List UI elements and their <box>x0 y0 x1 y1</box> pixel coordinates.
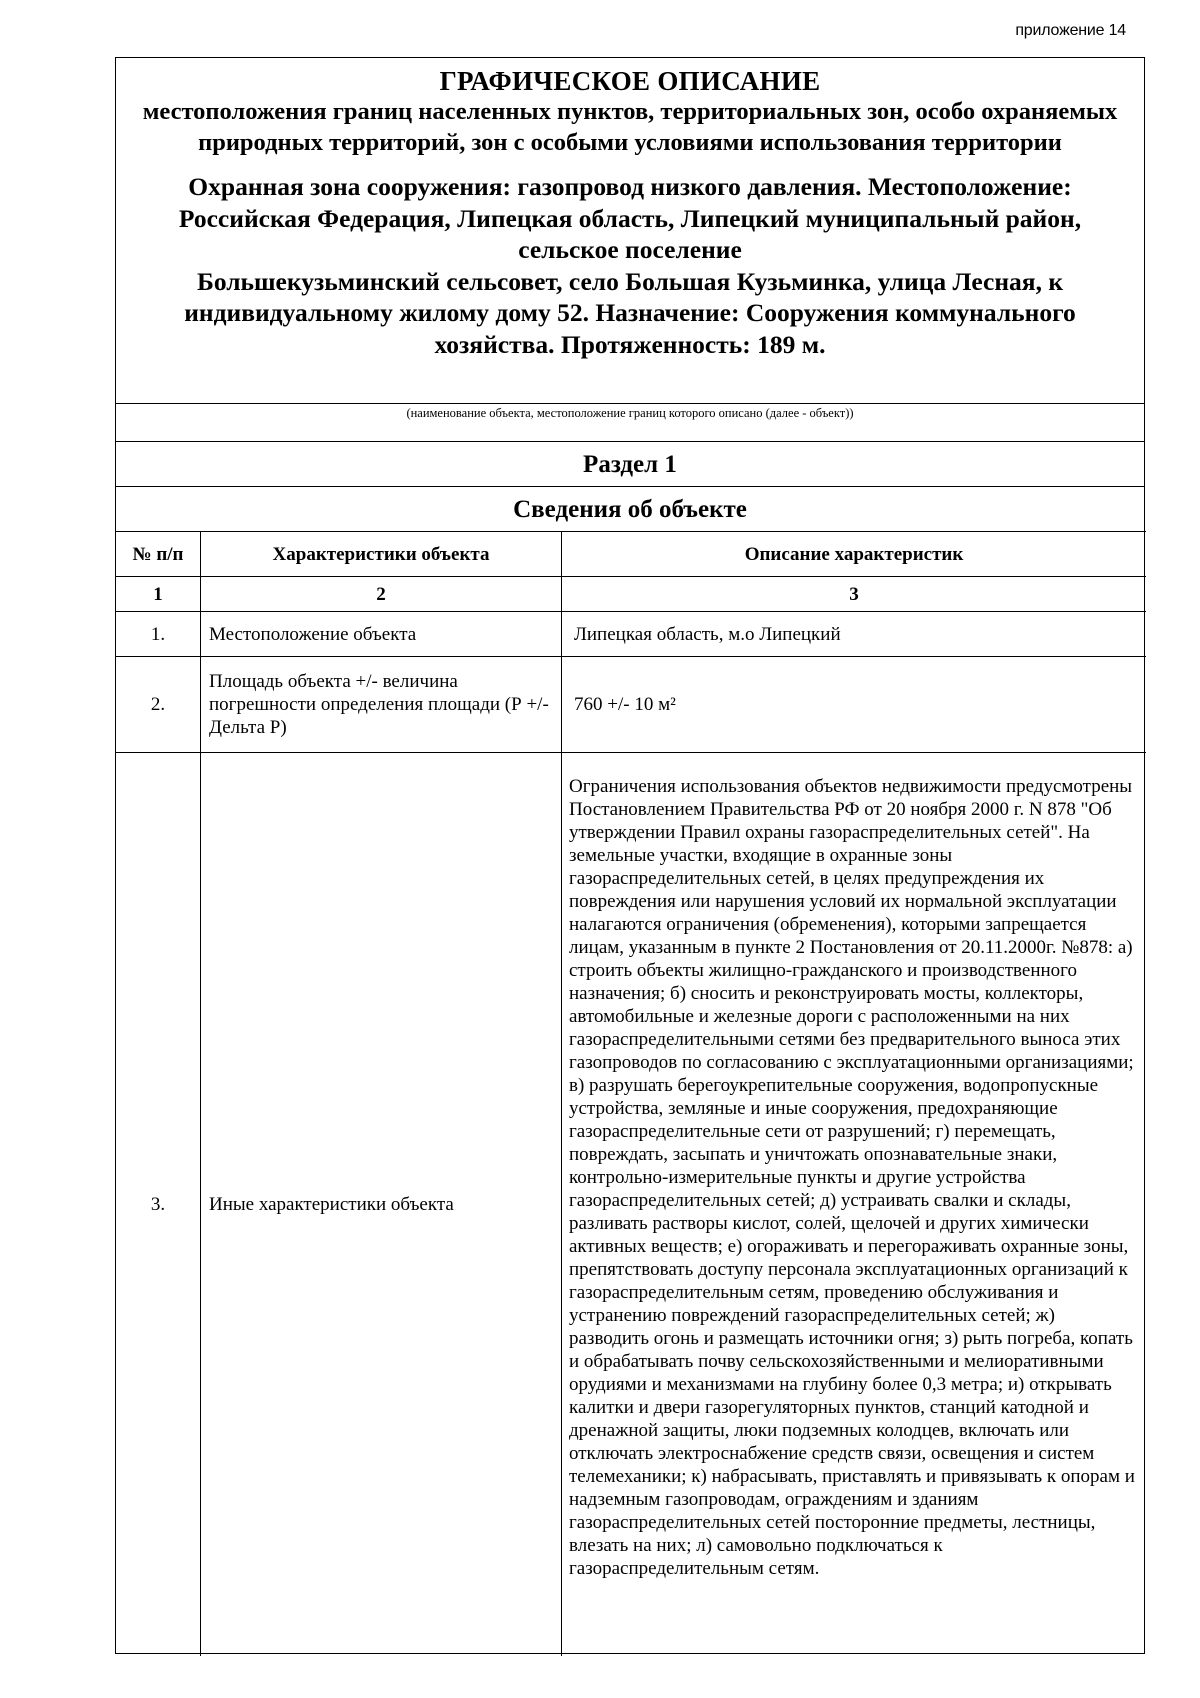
row-description: Липецкая область, м.о Липецкий <box>562 612 1147 657</box>
table-header-row <box>116 532 1146 577</box>
object-name-line: индивидуальному жилому дому 52. Назначение: Сооружения коммунального <box>184 298 1076 327</box>
appendix-label: приложение 14 <box>1015 22 1126 39</box>
column-number-row <box>116 577 1146 612</box>
header-characteristic: Характеристики объекта <box>201 532 562 577</box>
object-name-line: Охранная зона сооружения: газопровод низкого давления. Местоположение: <box>188 172 1072 201</box>
column-number: 2 <box>201 577 562 612</box>
table-row <box>116 657 1146 753</box>
table-row <box>116 612 1146 657</box>
row-description: 760 +/- 10 м² <box>562 657 1147 753</box>
row-number: 1. <box>116 612 201 657</box>
column-number: 3 <box>562 577 1147 612</box>
object-name-line: Российская Федерация, Липецкая область, Липецкий муниципальный район, <box>178 203 1082 233</box>
characteristics-table <box>116 531 1146 1656</box>
caption-divider <box>116 403 1144 404</box>
document-frame <box>115 57 1145 1654</box>
object-name-line: Большекузьминский сельсовет, село Большая Кузьминка, улица Лесная, к <box>196 266 1064 296</box>
section-number: Раздел 1 <box>116 441 1144 487</box>
row-characteristic: Площадь объекта +/- величина погрешности определения площади (Р +/- Дельта Р) <box>201 657 562 753</box>
object-name-line: сельское поселение <box>518 235 742 264</box>
column-number: 1 <box>116 577 201 612</box>
document-header <box>116 58 1144 360</box>
document-subtitle: местоположения границ населенных пунктов, территориальных зон, особо охраняемых природных территорий, зон с особыми условиями использования территории <box>142 98 1118 156</box>
object-caption: (наименование объекта, местоположение границ которого описано (далее - объект)) <box>406 406 854 420</box>
document-title: ГРАФИЧЕСКОЕ ОПИСАНИЕ <box>439 66 821 96</box>
object-name <box>126 171 1134 360</box>
row-description: Ограничения использования объектов недвижимости предусмотрены Постановлением Правительства РФ от 20 ноября 2000 г. N 878 "Об утверждении Правил охраны газораспределительных сетей". На земельные участки, входящие в охранные зоны газораспределительных сетей, в целях предупреждения их повреждения или нарушения условий их нормальной эксплуатации налагаются ограничения (обременения), которыми запрещается лицам, указанным в пункте 2 Постановления от 20.11.2000г. №878: а) строить объекты жилищно-гражданского и производственного назначения; б) сносить и реконструировать мосты, коллекторы, автомобильные и железные дороги с расположенными на них газораспределительными сетями без предварительного выноса этих газопроводов по согласованию с эксплуатационными организациями; в) разрушать берегоукрепительные сооружения, водопропускные устройства, земляные и иные сооружения, предохраняющие газораспределительные сети от разрушений; г) перемещать, повреждать, засыпать и уничтожать опознавательные знаки, контрольно-измерительные пункты и другие устройства газораспределительных сетей; д) устраивать свалки и склады, разливать растворы кислот, солей, щелочей и других химически активных веществ; е) огораживать и перегораживать охранные зоны, препятствовать доступу персонала эксплуатационных организаций к газораспределительным сетям, проведению обслуживания и устранению повреждений газораспределительных сетей; ж) разводить огонь и размещать источники огня; з) рыть погреба, копать и обрабатывать почву сельскохозяйственными и мелиоративными орудиями и механизмами на глубину более 0,3 метра; и) открывать калитки и двери газорегуляторных пунктов, станций катодной и дренажной защиты, люки подземных колодцев, включать или отключать электроснабжение средств связи, освещения и систем телемеханики; к) набрасывать, приставлять и привязывать к опорам и надземным газопроводам, ограждениям и зданиям газораспределительных сетей посторонние предметы, лестницы, влезать на них; л) самовольно подключаться к газораспределительным сетям. <box>562 753 1147 1656</box>
row-number: 2. <box>116 657 201 753</box>
row-number: 3. <box>116 753 201 1656</box>
header-description: Описание характеристик <box>562 532 1147 577</box>
header-num: № п/п <box>116 532 201 577</box>
section-title: Сведения об объекте <box>116 486 1144 532</box>
table-row <box>116 753 1146 1656</box>
object-name-line: хозяйства. Протяженность: 189 м. <box>434 329 826 359</box>
row-characteristic: Местоположение объекта <box>201 612 562 657</box>
row-characteristic: Иные характеристики объекта <box>201 753 562 1656</box>
